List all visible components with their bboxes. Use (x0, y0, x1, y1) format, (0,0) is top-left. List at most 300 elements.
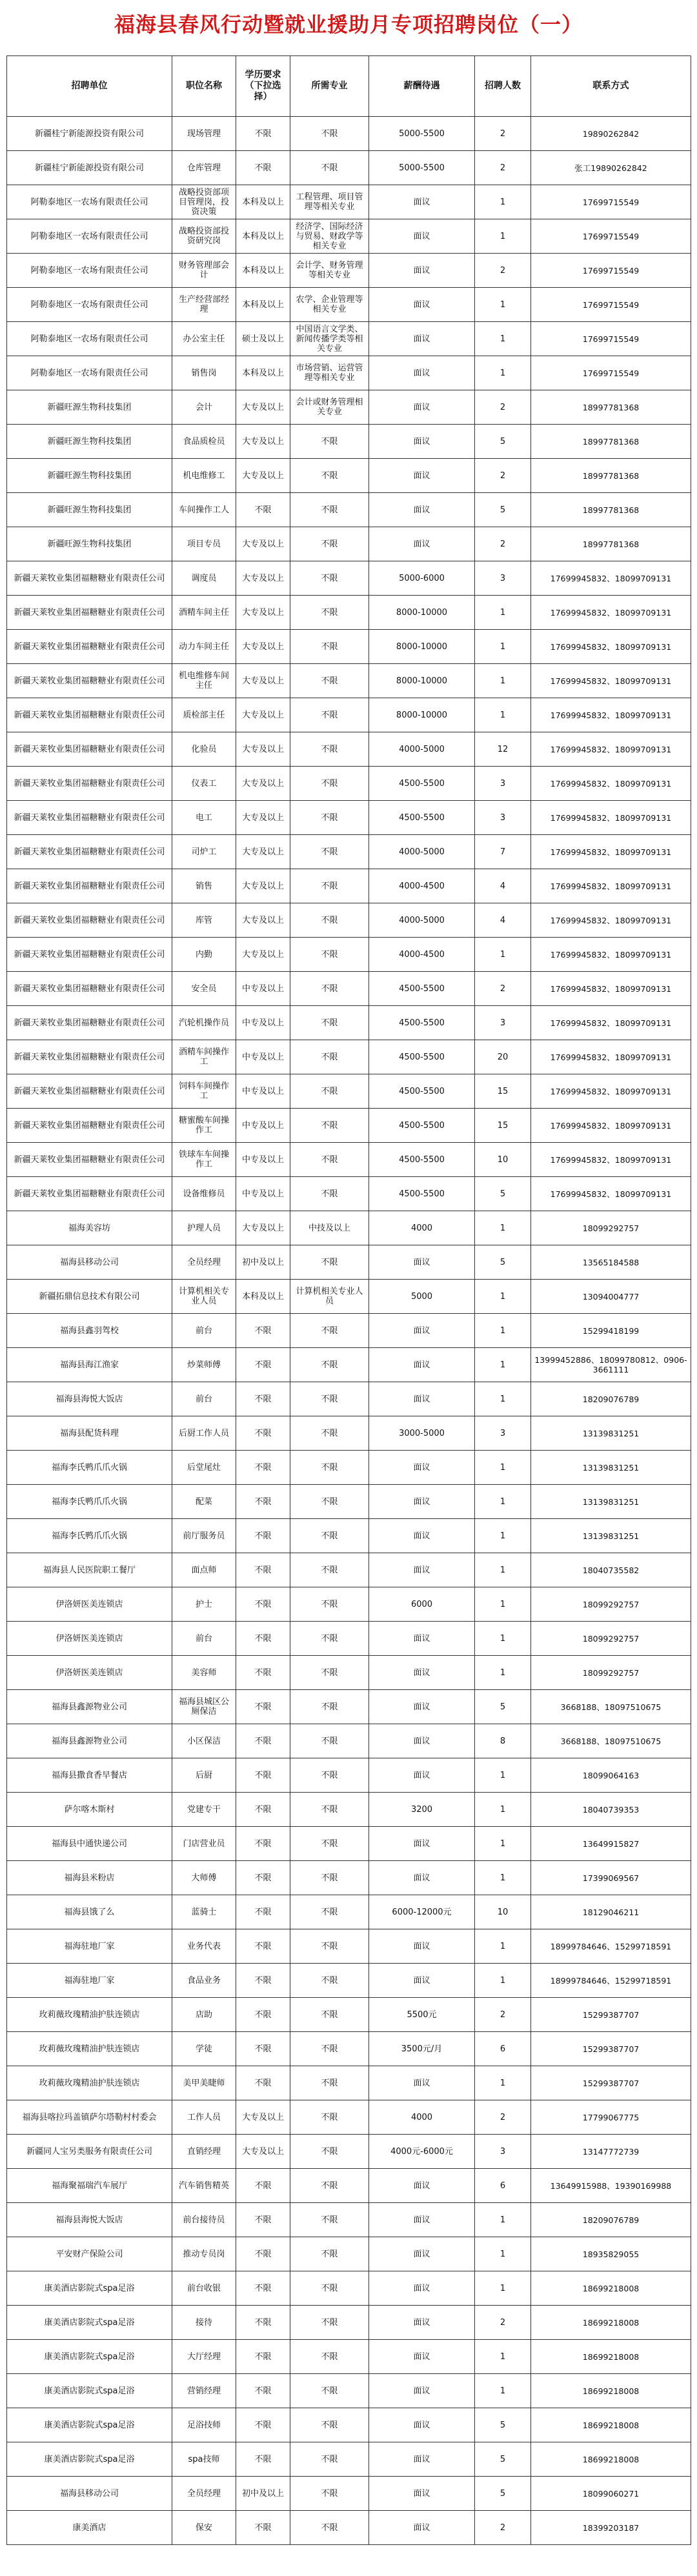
table-row (7, 425, 691, 459)
position-cell: 美甲美睫师 (172, 2066, 236, 2100)
contact-cell: 17699945832、18099709131 (531, 1143, 691, 1177)
education-cell: 不限 (236, 1793, 290, 1827)
count-cell: 2 (475, 1998, 531, 2032)
table-row (7, 1416, 691, 1451)
contact-cell: 13649915827 (531, 1827, 691, 1861)
table-row (7, 117, 691, 151)
employer-cell: 玫莉薇玫瑰精油护肤连锁店 (7, 2032, 172, 2066)
position-cell: 仪表工 (172, 767, 236, 801)
count-cell: 3 (475, 767, 531, 801)
count-cell: 2 (475, 527, 531, 561)
employer-cell: 新疆天莱牧业集团福糖糖业有限责任公司 (7, 1109, 172, 1143)
education-cell: 中专及以上 (236, 1040, 290, 1074)
employer-cell: 康美酒店影院式spa足浴 (7, 2442, 172, 2477)
education-cell: 不限 (236, 493, 290, 527)
employer-cell: 新疆桂宁新能源投资有限公司 (7, 151, 172, 185)
employer-cell: 福海县米粉店 (7, 1861, 172, 1895)
education-cell: 大专及以上 (236, 2100, 290, 2135)
count-cell: 1 (475, 1280, 531, 1314)
position-cell: 酒精车间操作工 (172, 1040, 236, 1074)
table-row (7, 1793, 691, 1827)
salary-cell: 面议 (369, 1245, 475, 1280)
contact-cell: 17799067775 (531, 2100, 691, 2135)
education-cell: 不限 (236, 1929, 290, 1964)
major-cell: 不限 (290, 1724, 369, 1758)
position-cell: 足浴技师 (172, 2408, 236, 2442)
count-cell: 1 (475, 1451, 531, 1485)
education-cell: 不限 (236, 2237, 290, 2271)
employer-cell: 康美酒店影院式spa足浴 (7, 2340, 172, 2374)
education-cell: 不限 (236, 2169, 290, 2203)
table-row (7, 801, 691, 835)
contact-cell: 17699945832、18099709131 (531, 664, 691, 698)
major-cell: 不限 (290, 2408, 369, 2442)
count-cell: 1 (475, 1758, 531, 1793)
contact-cell: 17699945832、18099709131 (531, 869, 691, 903)
salary-cell: 面议 (369, 1690, 475, 1724)
education-cell: 不限 (236, 1416, 290, 1451)
major-cell: 不限 (290, 1519, 369, 1553)
employer-cell: 新疆天莱牧业集团福糖糖业有限责任公司 (7, 801, 172, 835)
salary-cell: 面议 (369, 1553, 475, 1587)
header-education: 学历要求（下拉选择） (236, 56, 290, 117)
education-cell: 不限 (236, 1451, 290, 1485)
contact-cell: 18040735582 (531, 1553, 691, 1587)
contact-cell: 17699945832、18099709131 (531, 561, 691, 596)
major-cell: 农学、企业管理等相关专业 (290, 288, 369, 322)
employer-cell: 新疆天莱牧业集团福糖糖业有限责任公司 (7, 561, 172, 596)
employer-cell: 福海县海江渔家 (7, 1348, 172, 1382)
education-cell: 不限 (236, 1656, 290, 1690)
education-cell: 不限 (236, 2442, 290, 2477)
position-cell: 炒菜师傅 (172, 1348, 236, 1382)
major-cell: 不限 (290, 459, 369, 493)
major-cell: 不限 (290, 1040, 369, 1074)
major-cell: 不限 (290, 835, 369, 869)
count-cell: 1 (475, 1519, 531, 1553)
salary-cell: 面议 (369, 425, 475, 459)
contact-cell: 13139831251 (531, 1519, 691, 1553)
education-cell: 不限 (236, 1724, 290, 1758)
table-row (7, 1929, 691, 1964)
contact-cell: 18997781368 (531, 493, 691, 527)
table-row (7, 664, 691, 698)
contact-cell: 13649915988、19390169988 (531, 2169, 691, 2203)
major-cell: 不限 (290, 1451, 369, 1485)
employer-cell: 福海县人民医院职工餐厅 (7, 1553, 172, 1587)
salary-cell: 面议 (369, 254, 475, 288)
education-cell: 大专及以上 (236, 561, 290, 596)
table-row (7, 1211, 691, 1245)
major-cell: 不限 (290, 1245, 369, 1280)
salary-cell: 面议 (369, 2306, 475, 2340)
major-cell: 不限 (290, 2271, 369, 2306)
contact-cell: 17699945832、18099709131 (531, 972, 691, 1006)
position-cell: 销售 (172, 869, 236, 903)
education-cell: 大专及以上 (236, 835, 290, 869)
contact-cell: 18997781368 (531, 459, 691, 493)
table-row (7, 2237, 691, 2271)
salary-cell: 8000-10000 (369, 698, 475, 732)
position-cell: 食品质检员 (172, 425, 236, 459)
employer-cell: 福海李氏鸭爪爪火锅 (7, 1451, 172, 1485)
salary-cell: 面议 (369, 1964, 475, 1998)
table-row (7, 903, 691, 938)
position-cell: 汽车销售精英 (172, 2169, 236, 2203)
position-cell: 饲料车间操作工 (172, 1074, 236, 1109)
contact-cell: 17699945832、18099709131 (531, 630, 691, 664)
count-cell: 1 (475, 1348, 531, 1382)
education-cell: 不限 (236, 2306, 290, 2340)
table-row (7, 1656, 691, 1690)
salary-cell: 面议 (369, 1758, 475, 1793)
contact-cell: 17699945832、18099709131 (531, 732, 691, 767)
count-cell: 1 (475, 938, 531, 972)
table-row (7, 1553, 691, 1587)
position-cell: 接待 (172, 2306, 236, 2340)
major-cell: 不限 (290, 1314, 369, 1348)
major-cell: 不限 (290, 151, 369, 185)
salary-cell: 4500-5500 (369, 801, 475, 835)
major-cell: 不限 (290, 903, 369, 938)
count-cell: 1 (475, 2203, 531, 2237)
contact-cell: 15299418199 (531, 1314, 691, 1348)
contact-cell: 张工19890262842 (531, 151, 691, 185)
employer-cell: 福海聚福瑞汽车展厅 (7, 2169, 172, 2203)
count-cell: 1 (475, 1211, 531, 1245)
count-cell: 2 (475, 151, 531, 185)
education-cell: 大专及以上 (236, 664, 290, 698)
major-cell: 不限 (290, 869, 369, 903)
major-cell: 不限 (290, 1895, 369, 1929)
position-cell: 业务代表 (172, 1929, 236, 1964)
table-row (7, 1177, 691, 1211)
count-cell: 2 (475, 2511, 531, 2545)
employer-cell: 康美酒店 (7, 2511, 172, 2545)
position-cell: 前台 (172, 1382, 236, 1416)
major-cell: 会计学、财务管理等相关专业 (290, 254, 369, 288)
contact-cell: 18997781368 (531, 425, 691, 459)
major-cell: 不限 (290, 2477, 369, 2511)
position-cell: 安全员 (172, 972, 236, 1006)
education-cell: 中专及以上 (236, 1143, 290, 1177)
major-cell: 不限 (290, 972, 369, 1006)
employer-cell: 福海县撒食香早餐店 (7, 1758, 172, 1793)
major-cell: 不限 (290, 561, 369, 596)
contact-cell: 18399203187 (531, 2511, 691, 2545)
employer-cell: 康美酒店影院式spa足浴 (7, 2271, 172, 2306)
position-cell: 保安 (172, 2511, 236, 2545)
count-cell: 1 (475, 1827, 531, 1861)
contact-cell: 17699715549 (531, 219, 691, 254)
contact-cell: 17699945832、18099709131 (531, 1006, 691, 1040)
salary-cell: 4500-5500 (369, 1006, 475, 1040)
count-cell: 1 (475, 1964, 531, 1998)
education-cell: 大专及以上 (236, 527, 290, 561)
salary-cell: 4500-5500 (369, 1074, 475, 1109)
position-cell: 配菜 (172, 1485, 236, 1519)
table-row (7, 2271, 691, 2306)
major-cell: 不限 (290, 1656, 369, 1690)
salary-cell: 4500-5500 (369, 1143, 475, 1177)
salary-cell: 面议 (369, 493, 475, 527)
position-cell: 生产经营部经理 (172, 288, 236, 322)
education-cell: 初中及以上 (236, 2477, 290, 2511)
employer-cell: 新疆天莱牧业集团福糖糖业有限责任公司 (7, 732, 172, 767)
major-cell: 不限 (290, 1861, 369, 1895)
education-cell: 初中及以上 (236, 1245, 290, 1280)
count-cell: 5 (475, 493, 531, 527)
count-cell: 5 (475, 1690, 531, 1724)
salary-cell: 面议 (369, 2477, 475, 2511)
contact-cell: 18699218008 (531, 2408, 691, 2442)
count-cell: 1 (475, 596, 531, 630)
contact-cell: 13147772739 (531, 2135, 691, 2169)
salary-cell: 面议 (369, 1314, 475, 1348)
major-cell: 不限 (290, 1109, 369, 1143)
position-cell: 仓库管理 (172, 151, 236, 185)
contact-cell: 17699715549 (531, 356, 691, 390)
count-cell: 1 (475, 664, 531, 698)
salary-cell: 4000-4500 (369, 938, 475, 972)
salary-cell: 面议 (369, 2271, 475, 2306)
contact-cell: 18099060271 (531, 2477, 691, 2511)
table-row (7, 2169, 691, 2203)
count-cell: 5 (475, 1245, 531, 1280)
table-row (7, 1690, 691, 1724)
count-cell: 4 (475, 903, 531, 938)
table-row (7, 459, 691, 493)
table-row (7, 2374, 691, 2408)
employer-cell: 福海驻地厂家 (7, 1929, 172, 1964)
employer-cell: 新疆旺源生物科技集团 (7, 459, 172, 493)
table-row (7, 1485, 691, 1519)
position-cell: 电工 (172, 801, 236, 835)
salary-cell: 4000-5000 (369, 835, 475, 869)
table-row (7, 2032, 691, 2066)
education-cell: 大专及以上 (236, 596, 290, 630)
salary-cell: 面议 (369, 1622, 475, 1656)
count-cell: 1 (475, 1587, 531, 1622)
count-cell: 1 (475, 2271, 531, 2306)
count-cell: 1 (475, 2066, 531, 2100)
employer-cell: 新疆旺源生物科技集团 (7, 493, 172, 527)
major-cell: 不限 (290, 1793, 369, 1827)
employer-cell: 玫莉薇玫瑰精油护肤连锁店 (7, 2066, 172, 2100)
header-salary: 薪酬待遇 (369, 56, 475, 117)
salary-cell: 5000-5500 (369, 151, 475, 185)
count-cell: 1 (475, 2340, 531, 2374)
employer-cell: 新疆天莱牧业集团福糖糖业有限责任公司 (7, 596, 172, 630)
position-cell: 大厅经理 (172, 2340, 236, 2374)
major-cell: 不限 (290, 1929, 369, 1964)
employer-cell: 伊洛妍医美连锁店 (7, 1656, 172, 1690)
employer-cell: 新疆旺源生物科技集团 (7, 527, 172, 561)
count-cell: 5 (475, 1177, 531, 1211)
major-cell: 会计或财务管理相关专业 (290, 390, 369, 425)
salary-cell: 面议 (369, 2203, 475, 2237)
major-cell: 不限 (290, 1382, 369, 1416)
position-cell: 糖蜜酸车间操作工 (172, 1109, 236, 1143)
salary-cell: 面议 (369, 2442, 475, 2477)
count-cell: 3 (475, 1416, 531, 1451)
major-cell: 不限 (290, 493, 369, 527)
position-cell: 店助 (172, 1998, 236, 2032)
education-cell: 不限 (236, 2066, 290, 2100)
employer-cell: 康美酒店影院式spa足浴 (7, 2306, 172, 2340)
position-cell: 设备维修员 (172, 1177, 236, 1211)
education-cell: 大专及以上 (236, 390, 290, 425)
position-cell: spa技师 (172, 2442, 236, 2477)
employer-cell: 新疆拓鼎信息技术有限公司 (7, 1280, 172, 1314)
education-cell: 大专及以上 (236, 425, 290, 459)
table-row (7, 1314, 691, 1348)
major-cell: 不限 (290, 1177, 369, 1211)
table-header (7, 56, 691, 117)
position-cell: 全员经理 (172, 1245, 236, 1280)
employer-cell: 新疆天莱牧业集团福糖糖业有限责任公司 (7, 1074, 172, 1109)
education-cell: 不限 (236, 1519, 290, 1553)
employer-cell: 阿勒泰地区一农场有限责任公司 (7, 322, 172, 356)
contact-cell: 17699715549 (531, 322, 691, 356)
salary-cell: 面议 (369, 2169, 475, 2203)
major-cell: 不限 (290, 1998, 369, 2032)
salary-cell: 4000 (369, 2100, 475, 2135)
contact-cell: 17699715549 (531, 185, 691, 219)
table-row (7, 561, 691, 596)
table-row (7, 2408, 691, 2442)
salary-cell: 面议 (369, 2374, 475, 2408)
count-cell: 2 (475, 117, 531, 151)
major-cell: 市场营销、运营管理等相关专业 (290, 356, 369, 390)
position-cell: 化验员 (172, 732, 236, 767)
salary-cell: 面议 (369, 1929, 475, 1964)
salary-cell: 4000-5000 (369, 732, 475, 767)
employer-cell: 康美酒店影院式spa足浴 (7, 2408, 172, 2442)
position-cell: 推动专员岗 (172, 2237, 236, 2271)
major-cell: 不限 (290, 2203, 369, 2237)
major-cell: 不限 (290, 1587, 369, 1622)
education-cell: 不限 (236, 1587, 290, 1622)
education-cell: 本科及以上 (236, 1280, 290, 1314)
employer-cell: 福海县海悦大饭店 (7, 2203, 172, 2237)
major-cell: 不限 (290, 938, 369, 972)
contact-cell: 17699945832、18099709131 (531, 767, 691, 801)
employer-cell: 新疆桂宁新能源投资有限公司 (7, 117, 172, 151)
contact-cell: 18209076789 (531, 2203, 691, 2237)
position-cell: 后堂尾灶 (172, 1451, 236, 1485)
salary-cell: 面议 (369, 2066, 475, 2100)
position-cell: 门店营业员 (172, 1827, 236, 1861)
contact-cell: 15299387707 (531, 2032, 691, 2066)
education-cell: 不限 (236, 1895, 290, 1929)
contact-cell: 18699218008 (531, 2374, 691, 2408)
table-row (7, 869, 691, 903)
major-cell: 计算机相关专业人员 (290, 1280, 369, 1314)
salary-cell: 8000-10000 (369, 664, 475, 698)
contact-cell: 17699945832、18099709131 (531, 1074, 691, 1109)
salary-cell: 面议 (369, 219, 475, 254)
education-cell: 本科及以上 (236, 219, 290, 254)
salary-cell: 面议 (369, 1519, 475, 1553)
employer-cell: 新疆天莱牧业集团福糖糖业有限责任公司 (7, 698, 172, 732)
position-cell: 全员经理 (172, 2477, 236, 2511)
count-cell: 1 (475, 219, 531, 254)
contact-cell: 17699945832、18099709131 (531, 801, 691, 835)
count-cell: 1 (475, 185, 531, 219)
contact-cell: 18699218008 (531, 2271, 691, 2306)
position-cell: 销售岗 (172, 356, 236, 390)
salary-cell: 面议 (369, 2511, 475, 2545)
education-cell: 大专及以上 (236, 869, 290, 903)
major-cell: 不限 (290, 2511, 369, 2545)
count-cell: 2 (475, 254, 531, 288)
major-cell: 不限 (290, 1553, 369, 1587)
contact-cell: 18129046211 (531, 1895, 691, 1929)
position-cell: 大师傅 (172, 1861, 236, 1895)
count-cell: 3 (475, 801, 531, 835)
major-cell: 不限 (290, 2066, 369, 2100)
education-cell: 不限 (236, 2511, 290, 2545)
major-cell: 中技及以上 (290, 1211, 369, 1245)
contact-cell: 17399069567 (531, 1861, 691, 1895)
education-cell: 不限 (236, 1690, 290, 1724)
count-cell: 7 (475, 835, 531, 869)
table-row (7, 2203, 691, 2237)
table-row (7, 1758, 691, 1793)
employer-cell: 新疆天莱牧业集团福糖糖业有限责任公司 (7, 1177, 172, 1211)
major-cell: 不限 (290, 2442, 369, 2477)
salary-cell: 面议 (369, 185, 475, 219)
salary-cell: 4500-5500 (369, 1109, 475, 1143)
position-cell: 直销经理 (172, 2135, 236, 2169)
contact-cell: 18699218008 (531, 2306, 691, 2340)
education-cell: 不限 (236, 1314, 290, 1348)
position-cell: 财务管理部会计 (172, 254, 236, 288)
employer-cell: 阿勒泰地区一农场有限责任公司 (7, 254, 172, 288)
table-row (7, 527, 691, 561)
table-row (7, 2511, 691, 2545)
employer-cell: 平安财产保险公司 (7, 2237, 172, 2271)
contact-cell: 15299387707 (531, 1998, 691, 2032)
table-row (7, 630, 691, 664)
table-row (7, 1348, 691, 1382)
employer-cell: 伊洛妍医美连锁店 (7, 1622, 172, 1656)
major-cell: 不限 (290, 1074, 369, 1109)
contact-cell: 18099292757 (531, 1622, 691, 1656)
major-cell: 不限 (290, 2100, 369, 2135)
table-row (7, 1109, 691, 1143)
position-cell: 前台接待员 (172, 2203, 236, 2237)
contact-cell: 13999452886、18099780812、0906-3661111 (531, 1348, 691, 1382)
header-row (7, 56, 691, 117)
contact-cell: 17699945832、18099709131 (531, 1109, 691, 1143)
salary-cell: 3200 (369, 1793, 475, 1827)
table-row (7, 2066, 691, 2100)
major-cell: 不限 (290, 2169, 369, 2203)
salary-cell: 面议 (369, 1382, 475, 1416)
position-cell: 护理人员 (172, 1211, 236, 1245)
contact-cell: 18935829055 (531, 2237, 691, 2271)
count-cell: 3 (475, 561, 531, 596)
count-cell: 1 (475, 1793, 531, 1827)
position-cell: 机电维修工 (172, 459, 236, 493)
employer-cell: 福海县移动公司 (7, 1245, 172, 1280)
table-row (7, 1827, 691, 1861)
count-cell: 10 (475, 1143, 531, 1177)
education-cell: 不限 (236, 1382, 290, 1416)
table-row (7, 1895, 691, 1929)
